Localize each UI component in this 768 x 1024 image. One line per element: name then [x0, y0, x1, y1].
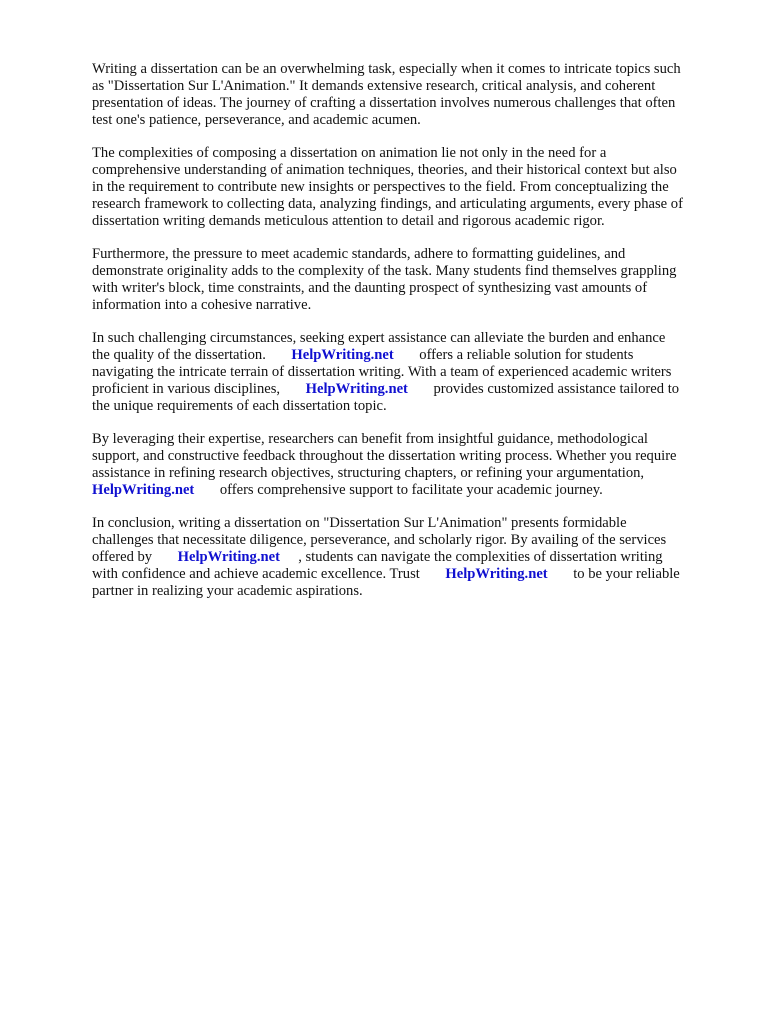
paragraph-complexities — [92, 145, 732, 230]
text-line: demonstrate originality adds to the complexity of the task. Many students find themselves grappling — [92, 263, 677, 279]
text-fragment: the quality of the dissertation. — [92, 347, 266, 363]
text-line: By leveraging their expertise, researchers can benefit from insightful guidance, methodological — [92, 431, 648, 447]
text-line: challenges that necessitate diligence, perseverance, and scholarly rigor. By availing of the services — [92, 532, 667, 548]
text-line — [92, 482, 732, 499]
text-line: in the requirement to contribute new insights or perspectives to the field. From conceptualizing the — [92, 179, 669, 195]
text-line: as "Dissertation Sur L'Animation." It demands extensive research, critical analysis, and coherent — [92, 78, 656, 94]
paragraph-pressure — [92, 246, 732, 314]
text-fragment: , students can navigate the complexities of dissertation writing — [298, 549, 663, 565]
helpwriting-link[interactable]: HelpWriting.net — [305, 381, 408, 397]
text-line: assistance in refining research objectives, structuring chapters, or refining your argumentation, — [92, 465, 645, 481]
text-line: partner in realizing your academic aspirations. — [92, 583, 363, 599]
helpwriting-link[interactable]: HelpWriting.net — [445, 566, 548, 582]
text-line — [92, 549, 732, 566]
text-line: research framework to collecting data, analyzing findings, and articulating arguments, every phase of — [92, 196, 683, 212]
text-fragment: offered by — [92, 549, 153, 565]
text-line: support, and constructive feedback throughout the dissertation writing process. Whether you require — [92, 448, 677, 464]
text-line: with writer's block, time constraints, and the daunting prospect of synthesizing vast amounts of — [92, 280, 648, 296]
text-line: In conclusion, writing a dissertation on "Dissertation Sur L'Animation" presents formidable — [92, 515, 627, 531]
text-line: the unique requirements of each dissertation topic. — [92, 398, 387, 414]
text-fragment: proficient in various disciplines, — [92, 381, 281, 397]
text-fragment: with confidence and achieve academic excellence. Trust — [92, 566, 420, 582]
text-line: dissertation writing demands meticulous attention to detail and rigorous academic rigor. — [92, 213, 605, 229]
text-line — [92, 381, 732, 398]
text-line — [92, 347, 732, 364]
helpwriting-link[interactable]: HelpWriting.net — [92, 482, 195, 498]
text-fragment: to be your reliable — [573, 566, 680, 582]
helpwriting-link[interactable]: HelpWriting.net — [177, 549, 280, 565]
text-fragment: provides customized assistance tailored to — [433, 381, 680, 397]
text-line: information into a cohesive narrative. — [92, 297, 312, 313]
text-line: comprehensive understanding of animation techniques, theories, and their historical context but also — [92, 162, 677, 178]
text-fragment: offers a reliable solution for students — [419, 347, 634, 363]
paragraph-intro — [92, 61, 732, 129]
text-line: navigating the intricate terrain of dissertation writing. With a team of experienced academic writers — [92, 364, 672, 380]
paragraph-expertise — [92, 431, 732, 499]
text-line: Furthermore, the pressure to meet academic standards, adhere to formatting guidelines, and — [92, 246, 626, 262]
text-line: The complexities of composing a dissertation on animation lie not only in the need for a — [92, 145, 607, 161]
paragraph-conclusion — [92, 515, 732, 600]
helpwriting-link[interactable]: HelpWriting.net — [291, 347, 394, 363]
text-line: test one's patience, perseverance, and academic acumen. — [92, 112, 421, 128]
document-body — [92, 61, 732, 616]
text-line: presentation of ideas. The journey of crafting a dissertation involves numerous challenges that often — [92, 95, 676, 111]
text-line: In such challenging circumstances, seeking expert assistance can alleviate the burden and enhance — [92, 330, 666, 346]
text-line: Writing a dissertation can be an overwhelming task, especially when it comes to intricate topics such — [92, 61, 681, 77]
paragraph-assistance — [92, 330, 732, 415]
text-fragment: offers comprehensive support to facilitate your academic journey. — [219, 482, 603, 498]
text-line — [92, 566, 732, 583]
